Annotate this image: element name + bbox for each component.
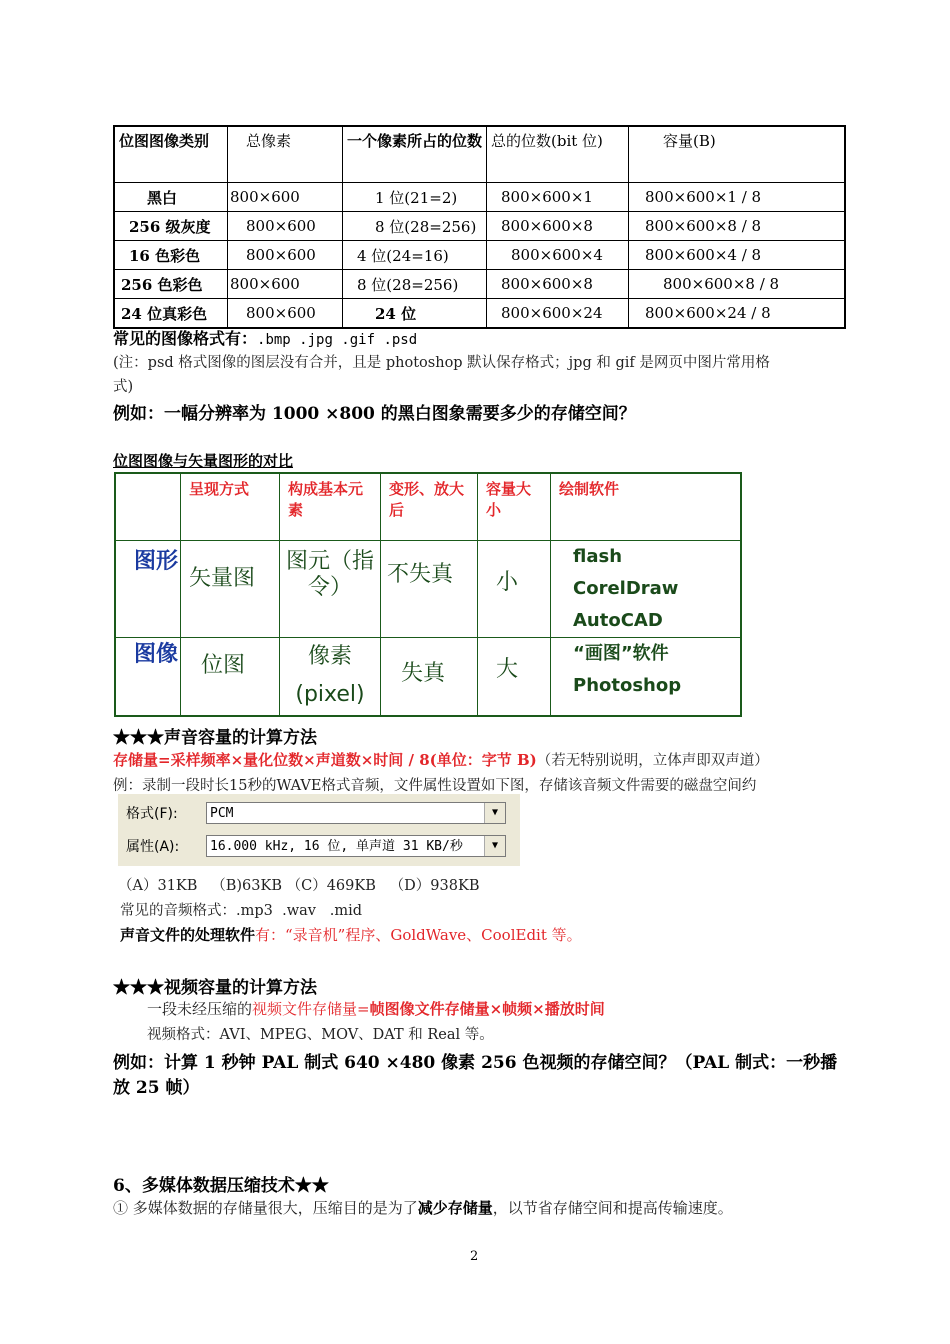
video-formula-pre: 一段未经压缩的	[147, 1000, 253, 1018]
row-label-bitmap: 图像	[115, 638, 181, 716]
example-question-2: 例如：计算 1 秒钟 PAL 制式 640 ×480 像素 256 色视频的存储空间？（PAL 制式：一秒播	[113, 1053, 838, 1073]
header-cell: 容量(B)	[629, 126, 846, 183]
cell: 不失真	[381, 541, 478, 638]
header-cell: 一个像素所占的位数	[343, 126, 487, 183]
cell: 800×600×1 / 8	[629, 183, 846, 212]
format-value: PCM	[210, 806, 234, 821]
table-header-row	[114, 126, 845, 183]
cell: 800×600×8 / 8	[629, 212, 846, 241]
compare-title: 位图图像与矢量图形的对比	[113, 452, 294, 470]
header-cell: 总像素	[228, 126, 343, 183]
video-formats: 视频格式：AVI、MPEG、MOV、DAT 和 Real 等。	[147, 1027, 494, 1043]
cell: 800×600	[228, 183, 343, 212]
cell: 4 位(24=16)	[343, 241, 487, 270]
sound-formula-line	[113, 749, 769, 770]
cell: 800×600×24	[487, 299, 629, 329]
table-row	[114, 241, 845, 270]
table-row	[114, 212, 845, 241]
cell: 800×600	[228, 241, 343, 270]
sound-title: ★★★声音容量的计算方法	[113, 728, 317, 748]
header-cell: 绘制软件	[551, 473, 742, 541]
example-question-1: 例如：一幅分辨率为 1000 ×800 的黑白图象需要多少的存储空间？	[113, 404, 636, 424]
table-row	[114, 183, 845, 212]
header-cell: 容量大小	[478, 473, 551, 541]
header-cell: 变形、放大后	[381, 473, 478, 541]
attr-label: 属性(A):	[126, 839, 180, 855]
sound-formula: 存储量=采样频率×量化位数×声道数×时间 / 8(单位：字节 B)	[113, 751, 537, 769]
cell: 位图	[181, 638, 280, 716]
format-note-continued: 式)	[113, 379, 134, 395]
table-row	[114, 299, 845, 329]
cell: 256 级灰度	[114, 212, 228, 241]
cell: 800×600×4	[487, 241, 629, 270]
vector-bitmap-compare-table	[114, 472, 742, 717]
cell: 800×600×8 / 8	[629, 270, 846, 299]
point-1	[113, 1197, 733, 1218]
audio-software-value: 有：“录音机”程序、GoldWave、CoolEdit 等。	[255, 926, 582, 944]
formats-label: 常见的图像格式有：	[113, 329, 258, 348]
cell: 800×600×4 / 8	[629, 241, 846, 270]
point-1-bold: 减少存储量	[417, 1199, 493, 1217]
cell: 8 位(28=256)	[343, 212, 487, 241]
header-cell: 位图图像类别	[114, 126, 228, 183]
audio-software-line	[120, 924, 582, 945]
cell: 黑白	[114, 183, 228, 212]
chevron-down-icon[interactable]: ▼	[484, 803, 505, 823]
cell: 图元（指令）	[280, 541, 381, 638]
header-cell: 构成基本元素	[280, 473, 381, 541]
header-cell: 总的位数(bit 位)	[487, 126, 629, 183]
cell: 800×600	[228, 212, 343, 241]
formats-list: .bmp .jpg .gif .psd	[257, 332, 418, 348]
cell: 24 位	[343, 299, 487, 329]
video-formula-bold: 帧图像文件存储量×帧频×播放时间	[369, 1000, 605, 1018]
format-note: (注：psd 格式图像的图层没有合并，且是 photoshop 默认保存格式；jpg 和 gif 是网页中图片常用格	[113, 355, 770, 371]
attr-select[interactable]	[206, 835, 506, 857]
cell: 小	[478, 541, 551, 638]
point-1-post: ，以节省存储空间和提高传输速度。	[492, 1199, 733, 1217]
row-label-vector: 图形	[115, 541, 181, 638]
audio-formats: 常见的音频格式：.mp3 .wav .mid	[120, 903, 363, 919]
bitmap-capacity-table	[113, 125, 846, 329]
cell: 800×600	[228, 270, 343, 299]
video-title: ★★★视频容量的计算方法	[113, 978, 317, 998]
video-formula-red: 视频文件存储量=	[252, 1000, 370, 1018]
page-number: 2	[470, 1249, 479, 1264]
header-cell	[115, 473, 181, 541]
header-cell: 呈现方式	[181, 473, 280, 541]
answer-options: （A）31KB （B)63KB （C）469KB （D）938KB	[118, 878, 480, 894]
cell: 1 位(21=2)	[343, 183, 487, 212]
cell: 像素 (pixel)	[280, 638, 381, 716]
cell: 800×600	[228, 299, 343, 329]
section-6-heading: 6、多媒体数据压缩技术★★	[113, 1176, 329, 1196]
attr-value: 16.000 kHz, 16 位, 单声道 31 KB/秒	[210, 839, 463, 854]
cell: 8 位(28=256)	[343, 270, 487, 299]
drawing-software-vector: flash CorelDraw AutoCAD	[551, 541, 742, 638]
video-formula-line	[147, 998, 605, 1019]
cell: 800×600×8	[487, 270, 629, 299]
cell: 大	[478, 638, 551, 716]
cell: 256 色彩色	[114, 270, 228, 299]
cell: 16 色彩色	[114, 241, 228, 270]
table-row-vector	[115, 541, 741, 638]
audio-properties-dialog	[118, 794, 520, 866]
sound-note: （若无特别说明，立体声即双声道）	[536, 753, 769, 769]
point-1-pre: ① 多媒体数据的存储量很大，压缩目的是为了	[113, 1199, 418, 1217]
table-row-bitmap	[115, 638, 741, 716]
format-select[interactable]	[206, 802, 506, 824]
cell: 800×600×24 / 8	[629, 299, 846, 329]
table-header-row	[115, 473, 741, 541]
cell: 800×600×1	[487, 183, 629, 212]
drawing-software-bitmap: “画图”软件 Photoshop	[551, 638, 742, 716]
cell: 24 位真彩色	[114, 299, 228, 329]
cell: 800×600×8	[487, 212, 629, 241]
format-label: 格式(F):	[126, 806, 178, 822]
cell: 矢量图	[181, 541, 280, 638]
example-question-2-continued: 放 25 帧）	[113, 1078, 200, 1098]
audio-software-label: 声音文件的处理软件	[120, 926, 256, 944]
cell: 失真	[381, 638, 478, 716]
image-formats-line	[113, 326, 417, 349]
table-row	[114, 270, 845, 299]
sound-example: 例：录制一段时长15秒的WAVE格式音频，文件属性设置如下图，存储该音频文件需要的磁盘空间约	[113, 778, 757, 794]
chevron-down-icon[interactable]: ▼	[484, 836, 505, 856]
